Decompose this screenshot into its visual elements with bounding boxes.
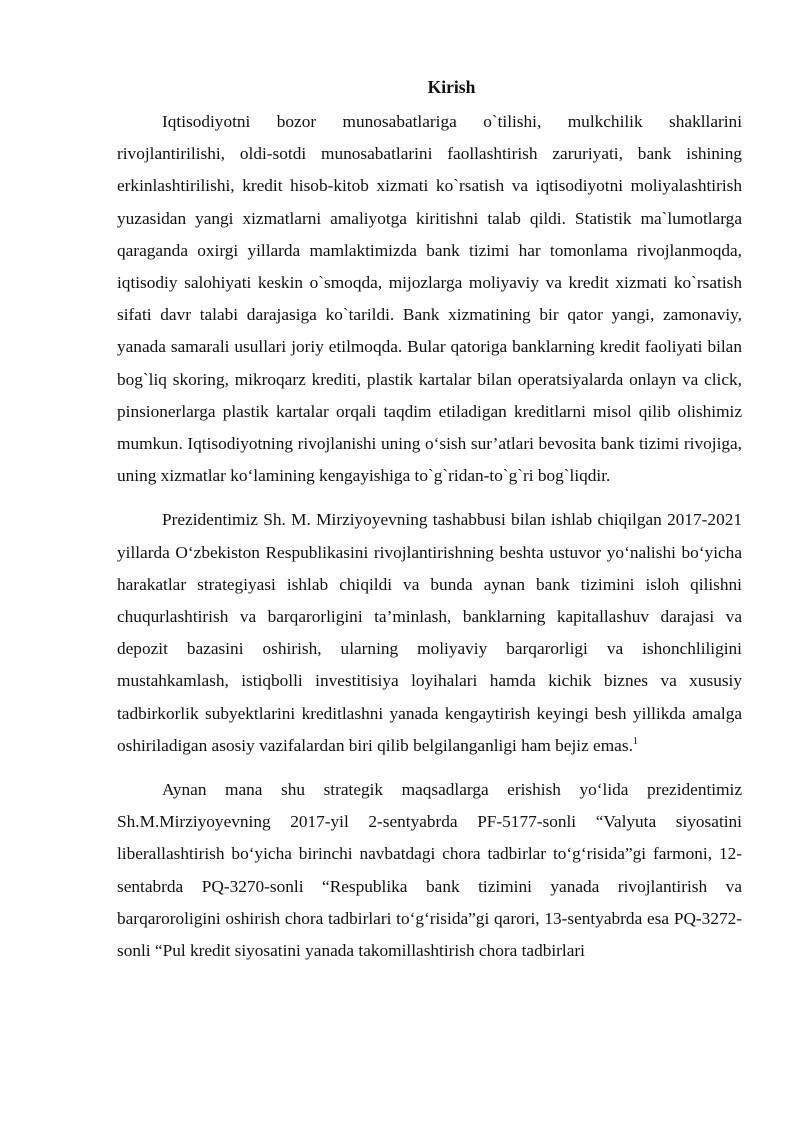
document-body [117,72,742,979]
paragraph-3: Aynan mana shu strategik maqsadlarga erishish yo‘lida prezidentimiz Sh.M.Mirziyoyevning 2017-yil 2-sentyabrda PF-5177-sonli “Valyuta siyosatini liberallashtirish bo‘yicha birinchi navbatdagi chora tadbirlar to‘g‘risida”gi farmoni, 12-sentabrda PQ-3270-sonli “Respublika bank tizimini yanada rivojlantirish va barqaroroligini oshirish chora tadbirlari to‘g‘risida”gi qarori, 13-sentyabrda esa PQ-3272-sonli “Pul kredit siyosatini yanada takomillashtirish chora tadbirlari [117,780,742,961]
section-title: Kirish [427,77,476,97]
footnote-reference: 1 [632,736,638,748]
paragraph-1: Iqtisodiyotni bozor munosabatlariga o`tilishi, mulkchilik shakllarini rivojlantirilishi, oldi-sotdi munosabatlarini faollashtirish zaruriyati, bank ishining erkinlashtirilishi, kredit hisob-kitob xizmati ko`rsatish va iqtisodiyotni moliyalashtirish yuzasidan yangi xizmatlarni amaliyotga kiritishni talab qildi. Statistik ma`lumotlarga qaraganda oxirgi yillarda mamlaktimizda bank tizimi har tomonlama rivojlanmoqda, iqtisodiy salohiyati keskin o`smoqda, mijozlarga moliyaviy va kredit xizmati ko`rsatish sifati davr talabi darajasiga ko`tarildi. Bank xizmatining bir qator yangi, zamonaviy, yanada samarali usullari joriy etilmoqda. Bular qatoriga banklarning kredit faoliyati bilan bog`liq skoring, mikroqarz krediti, plastik kartalar bilan operatsiyalarda onlayn va click, pinsionerlarga plastik kartalar orqali taqdim etiladigan kreditlarni misol qilib olishimiz mumkun. Iqtisodiyotning rivojlanishi uning o‘sish sur’atlari bevosita bank tizimi rivojiga, uning xizmatlar ko‘lamining kengayishiga to`g`ridan-to`g`ri bog`liqdir. [117,112,742,486]
paragraph-2 [117,504,742,762]
paragraph-2-text: Prezidentimiz Sh. M. Mirziyoyevning tashabbusi bilan ishlab chiqilgan 2017-2021 yillarda O‘zbekiston Respublikasini rivojlantirishning beshta ustuvor yo‘nalishi bo‘yicha harakatlar strategiyasi ishlab chiqildi va bunda aynan bank tizimini isloh qilishni chuqurlashtirish va barqarorligini ta’minlash, banklarning kapitallashuv darajasi va depozit bazasini oshirish, ularning moliyaviy barqarorligi va ishonchliligini mustahkamlash, istiqbolli investitisiya loyihalari hamda kichik biznes va xususiy tadbirkorlik subyektlarini kreditlashni yanada kengaytirish keyingi besh yillikda amalga oshiriladigan asosiy vazifalardan biri qilib belgilanganligi ham bejiz emas. [117,510,742,755]
